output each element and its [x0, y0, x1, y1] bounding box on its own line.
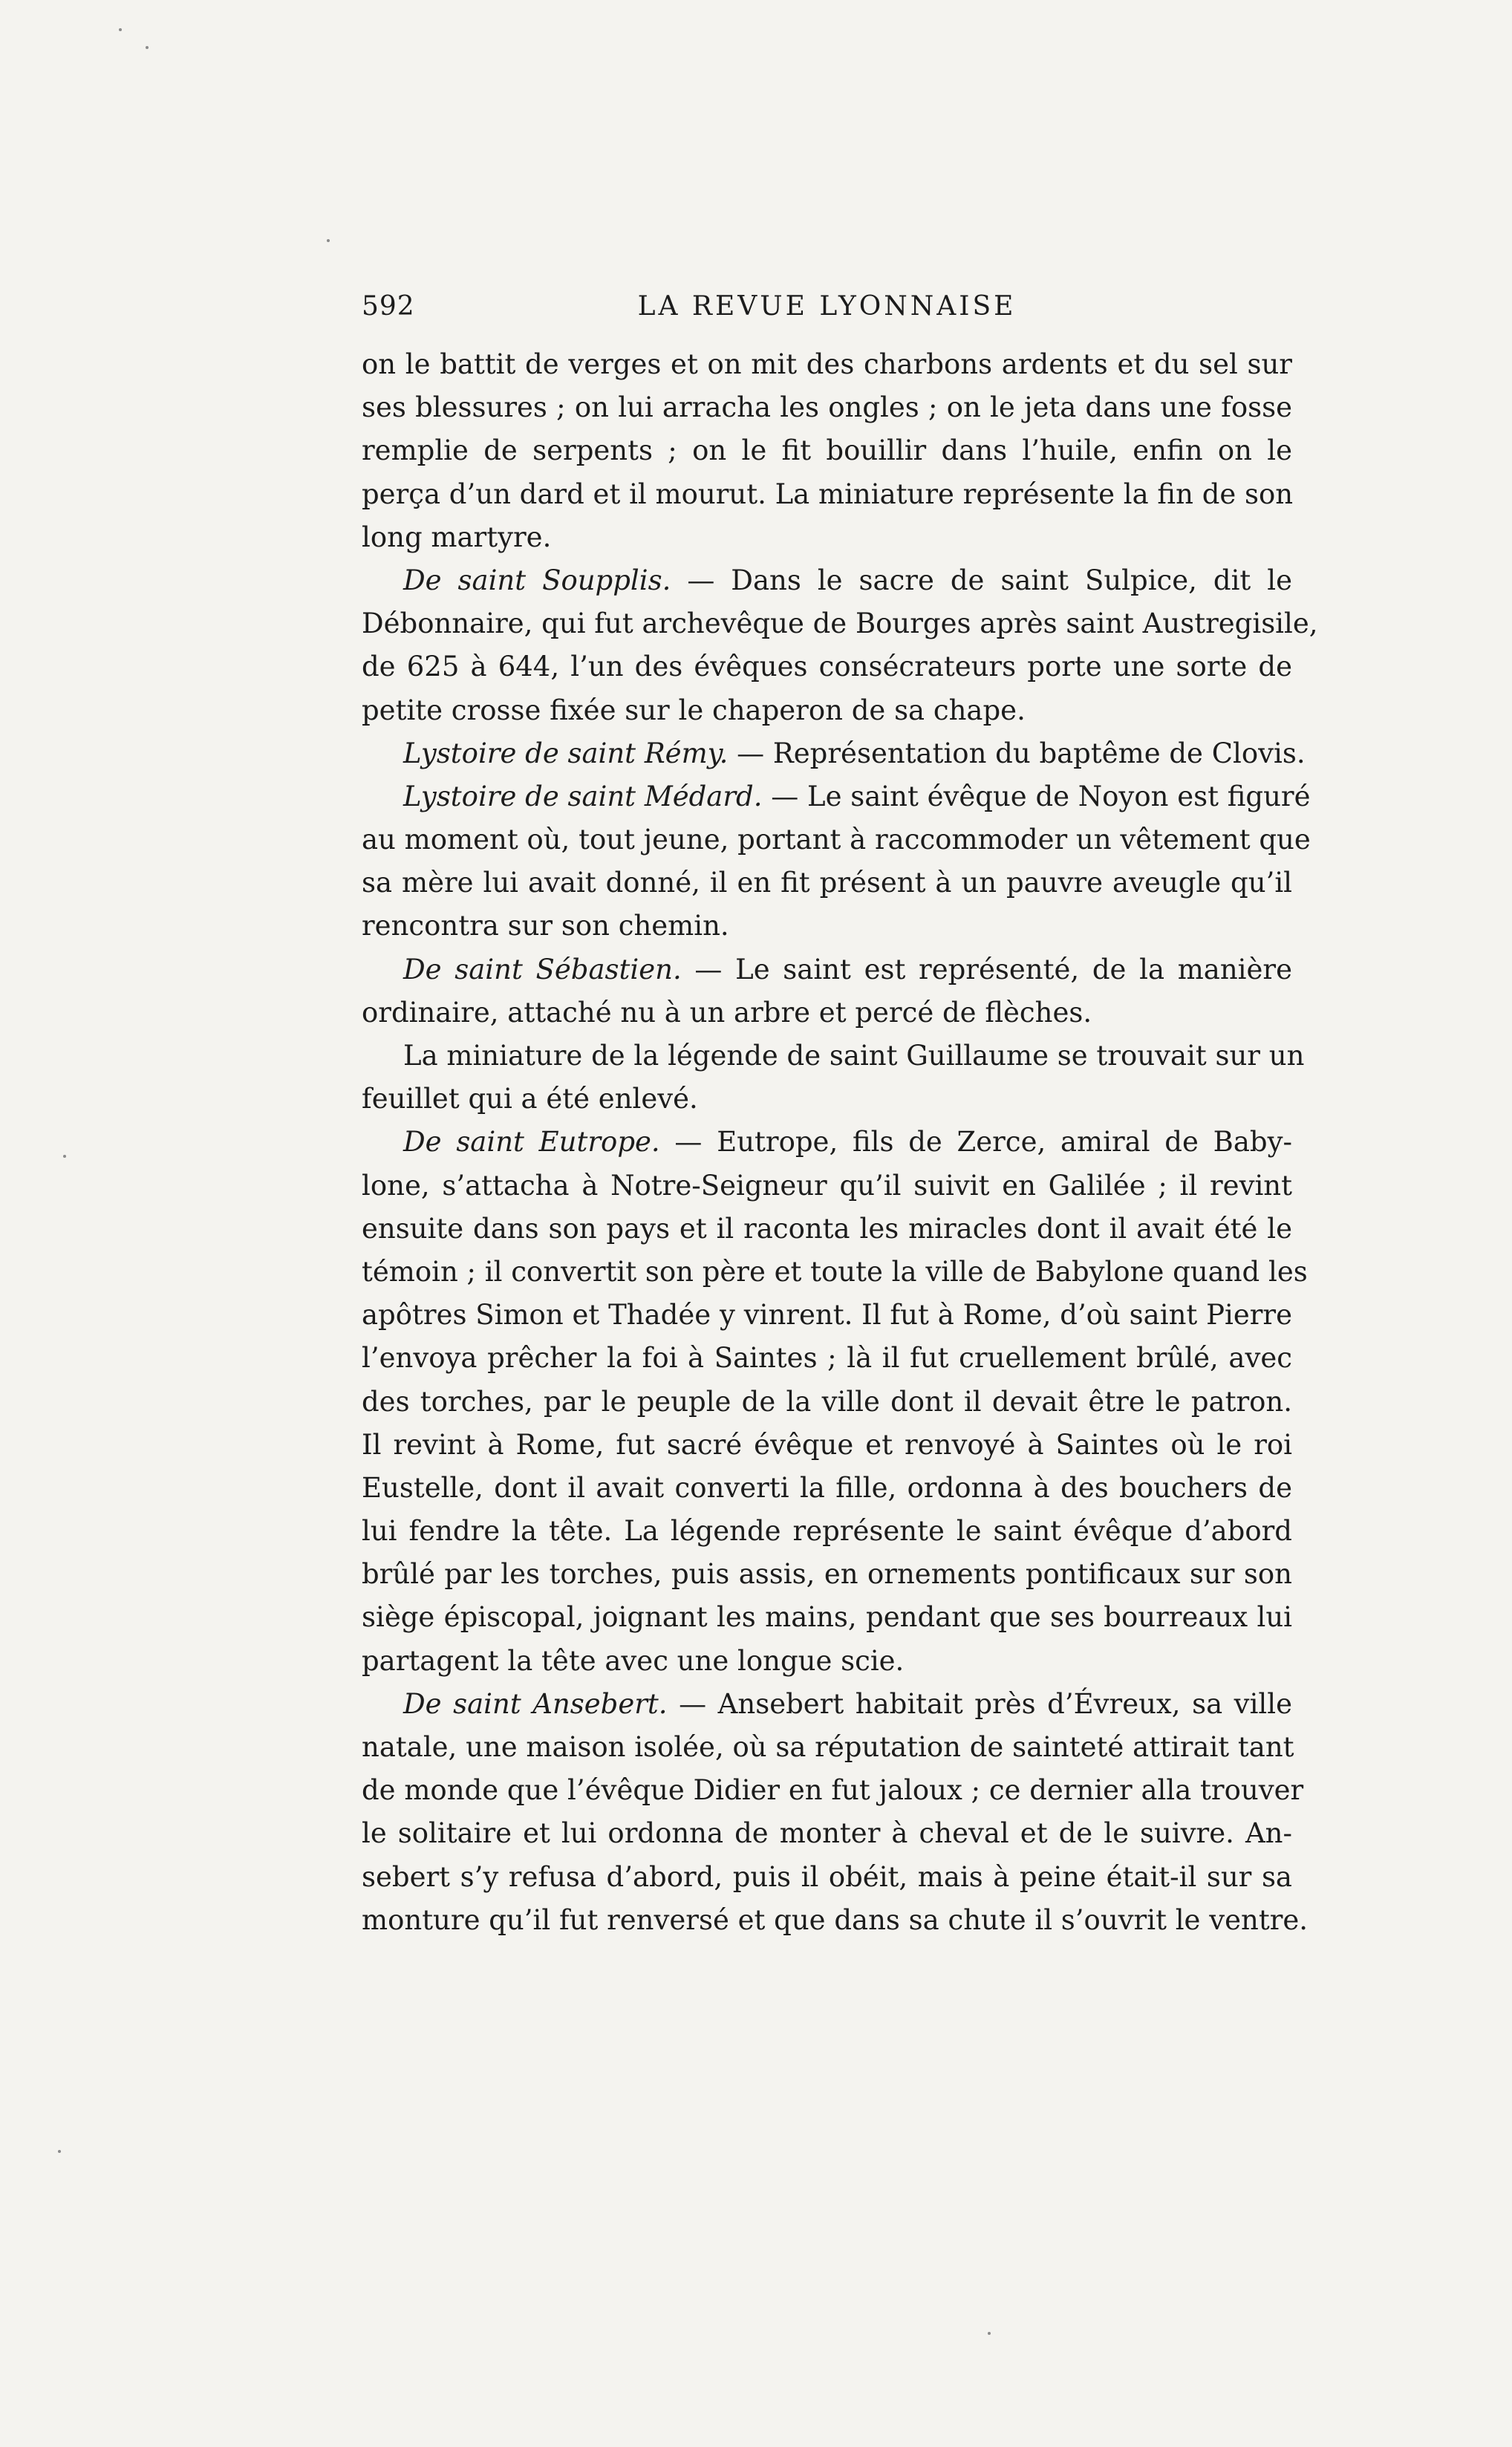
section-heading-italic: De saint Soupplis.: [403, 564, 671, 596]
body-text: [362, 343, 1318, 1942]
text-line: natale, une maison isolée, où sa réputation de sainteté attirait tant: [362, 1731, 1294, 1763]
section-heading-italic: De saint Sébastien.: [403, 953, 682, 985]
scan-speck: [119, 28, 122, 31]
text-line: De saint Soupplis. — Dans le sacre de saint Sulpice, dit le: [403, 564, 1292, 596]
text-line: petite crosse fixée sur le chaperon de sa chape.: [362, 694, 1026, 726]
text-line: ensuite dans son pays et il raconta les miracles dont il avait été le: [362, 1212, 1292, 1245]
text-line: siège épiscopal, joignant les mains, pendant que ses bourreaux lui: [362, 1601, 1292, 1634]
text-line: partagent la tête avec une longue scie.: [362, 1644, 905, 1677]
text-line: feuillet qui a été enlevé.: [362, 1083, 698, 1115]
text-line: De saint Sébastien. — Le saint est représenté, de la manière: [403, 953, 1292, 985]
text-line: on le battit de verges et on mit des charbons ardents et du sel sur: [362, 348, 1292, 380]
text-line: perça d’un dard et il mourut. La miniature représente la fin de son: [362, 478, 1294, 510]
text-line: sa mère lui avait donné, il en fit présent à un pauvre aveugle qu’il: [362, 867, 1292, 899]
section-heading-italic: Lystoire de saint Rémy.: [403, 737, 729, 769]
text-line: au moment où, tout jeune, portant à raccommoder un vêtement que: [362, 824, 1311, 856]
text-line: l’envoya prêcher la foi à Saintes ; là il fut cruellement brûlé, avec: [362, 1342, 1292, 1375]
text-line: Lystoire de saint Rémy. — Représentation du baptême de Clovis.: [403, 737, 1306, 769]
text-line: ordinaire, attaché nu à un arbre et percé de flèches.: [362, 996, 1092, 1029]
text-line: Eustelle, dont il avait converti la fille, ordonna à des bouchers de: [362, 1471, 1292, 1504]
scan-speck: [63, 1155, 66, 1158]
text-line: témoin ; il convertit son père et toute la ville de Babylone quand les: [362, 1255, 1308, 1288]
text-line: de 625 à 644, l’un des évêques consécrateurs porte une sorte de: [362, 651, 1292, 683]
text-line: De saint Ansebert. — Ansebert habitait près d’Évreux, sa ville: [403, 1687, 1292, 1720]
text-line: lone, s’attacha à Notre-Seigneur qu’il suivit en Galilée ; il revint: [362, 1169, 1292, 1202]
text-line: Débonnaire, qui fut archevêque de Bourges après saint Austregisile,: [362, 607, 1318, 640]
text-line: lui fendre la tête. La légende représente le saint évêque d’abord: [362, 1515, 1292, 1548]
text-line: apôtres Simon et Thadée y vinrent. Il fut à Rome, d’où saint Pierre: [362, 1299, 1292, 1332]
text-line: Il revint à Rome, fut sacré évêque et renvoyé à Saintes où le roi: [362, 1428, 1292, 1461]
text-line: La miniature de la légende de saint Guillaume se trouvait sur un: [403, 1040, 1305, 1072]
text-line: des torches, par le peuple de la ville dont il devait être le patron.: [362, 1385, 1292, 1418]
text-line: ses blessures ; on lui arracha les ongles ; on le jeta dans une fosse: [362, 391, 1292, 424]
text-line: rencontra sur son chemin.: [362, 910, 729, 942]
section-heading-italic: De saint Ansebert.: [403, 1687, 668, 1720]
text-line: Lystoire de saint Médard. — Le saint évêque de Noyon est figuré: [403, 780, 1311, 812]
section-heading-italic: De saint Eutrope.: [403, 1126, 660, 1159]
scan-speck: [327, 239, 330, 242]
text-line: monture qu’il fut renversé et que dans sa chute il s’ouvrit le ventre.: [362, 1903, 1309, 1936]
page-number: 592: [362, 291, 415, 322]
scan-speck: [58, 2150, 61, 2153]
text-line: remplie de serpents ; on le fit bouillir dans l’huile, enfin on le: [362, 434, 1292, 467]
text-line: le solitaire et lui ordonna de monter à cheval et de le suivre. An-: [362, 1817, 1292, 1850]
text-line: de monde que l’évêque Didier en fut jaloux ; ce dernier alla trouver: [362, 1774, 1304, 1807]
text-line: brûlé par les torches, puis assis, en ornements pontificaux sur son: [362, 1558, 1292, 1591]
text-line: long martyre.: [362, 521, 552, 553]
text-line: De saint Eutrope. — Eutrope, fils de Zerce, amiral de Baby-: [403, 1126, 1292, 1159]
scan-speck: [988, 2332, 991, 2335]
scan-speck: [146, 46, 149, 49]
running-head: LA REVUE LYONNAISE: [637, 291, 1017, 322]
section-heading-italic: Lystoire de saint Médard.: [403, 780, 763, 812]
text-line: sebert s’y refusa d’abord, puis il obéit, mais à peine était-il sur sa: [362, 1860, 1292, 1893]
